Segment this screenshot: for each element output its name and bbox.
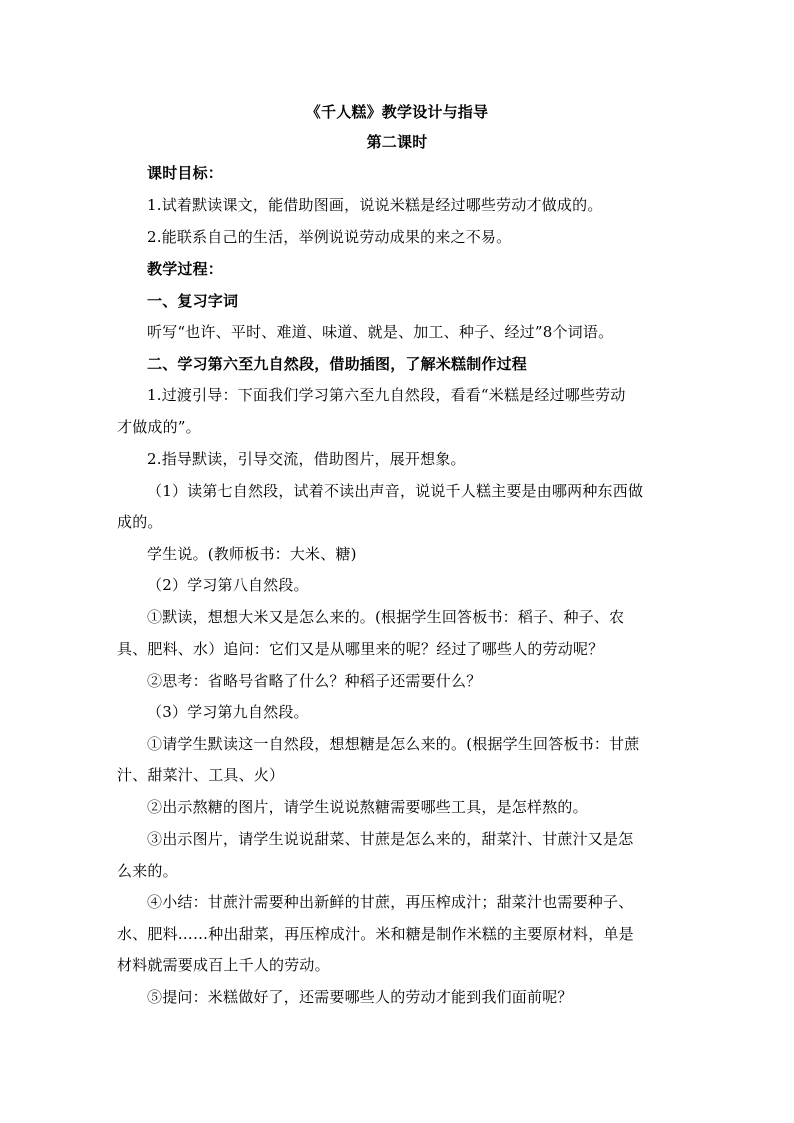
paragraph-line: 2.能联系自己的生活，举例说说劳动成果的来之不易。 — [147, 228, 512, 246]
paragraph-line: ⑤提问：米糕做好了，还需要哪些人的劳动才能到我们面前呢？ — [147, 988, 573, 1006]
paragraph-line: ②出示熬糖的图片，请学生说说熬糖需要哪些工具，是怎样熬的。 — [147, 798, 588, 816]
paragraph-line: 水、肥料……种出甜菜，再压榨成汁。米和糖是制作米糕的主要原材料，单是 — [117, 925, 634, 943]
paragraph-line: 汁、甜菜汁、工具、火） — [117, 766, 285, 784]
paragraph-line: 才做成的”。 — [117, 418, 201, 436]
section-heading: 教学过程： — [147, 260, 224, 278]
paragraph-line: 材料就需要成百上千人的劳动。 — [117, 956, 330, 974]
paragraph-line: 1.试着默读课文，能借助图画，说说米糕是经过哪些劳动才做成的。 — [147, 196, 603, 214]
paragraph-line: 1.过渡引导：下面我们学习第六至九自然段，看看“米糕是经过哪些劳动 — [147, 386, 626, 404]
document-title: 《千人糕》教学设计与指导 — [305, 103, 489, 121]
paragraph-line: （3）学习第九自然段。 — [147, 703, 309, 721]
document-subtitle: 第二课时 — [366, 133, 428, 151]
paragraph-line: 么来的。 — [117, 862, 178, 880]
paragraph-line: ③出示图片，请学生说说甜菜、甘蔗是怎么来的，甜菜汁、甘蔗汁又是怎 — [147, 830, 634, 848]
paragraph-line: 2.指导默读，引导交流，借助图片，展开想象。 — [147, 450, 466, 468]
paragraph-line: 具、肥料、水）追问：它们又是从哪里来的呢？经过了哪些人的劳动呢？ — [117, 640, 604, 658]
paragraph-line: （2）学习第八自然段。 — [147, 576, 309, 594]
paragraph-line: ①默读，想想大米又是怎么来的。(根据学生回答板书：稻子、种子、农 — [147, 608, 625, 626]
paragraph-line: 听写“也许、平时、难道、味道、就是、加工、种子、经过”8个词语。 — [147, 323, 614, 341]
section-heading: 一、复习字词 — [147, 292, 239, 310]
section-heading: 课时目标： — [147, 164, 224, 182]
paragraph-line: ④小结：甘蔗汁需要种出新鲜的甘蔗，再压榨成汁；甜菜汁也需要种子、 — [147, 893, 634, 911]
paragraph-line: ②思考：省略号省略了什么？种稻子还需要什么？ — [147, 672, 482, 690]
paragraph-line: ①请学生默读这一自然段，想想糖是怎么来的。(根据学生回答板书：甘蔗 — [147, 735, 640, 753]
paragraph-line: 成的。 — [117, 513, 163, 531]
section-heading: 二、学习第六至九自然段，借助插图，了解米糕制作过程 — [147, 355, 528, 373]
paragraph-line: 学生说。(教师板书：大米、糖) — [147, 545, 357, 563]
paragraph-line: （1）读第七自然段，试着不读出声音，说说千人糕主要是由哪两种东西做 — [147, 482, 644, 500]
